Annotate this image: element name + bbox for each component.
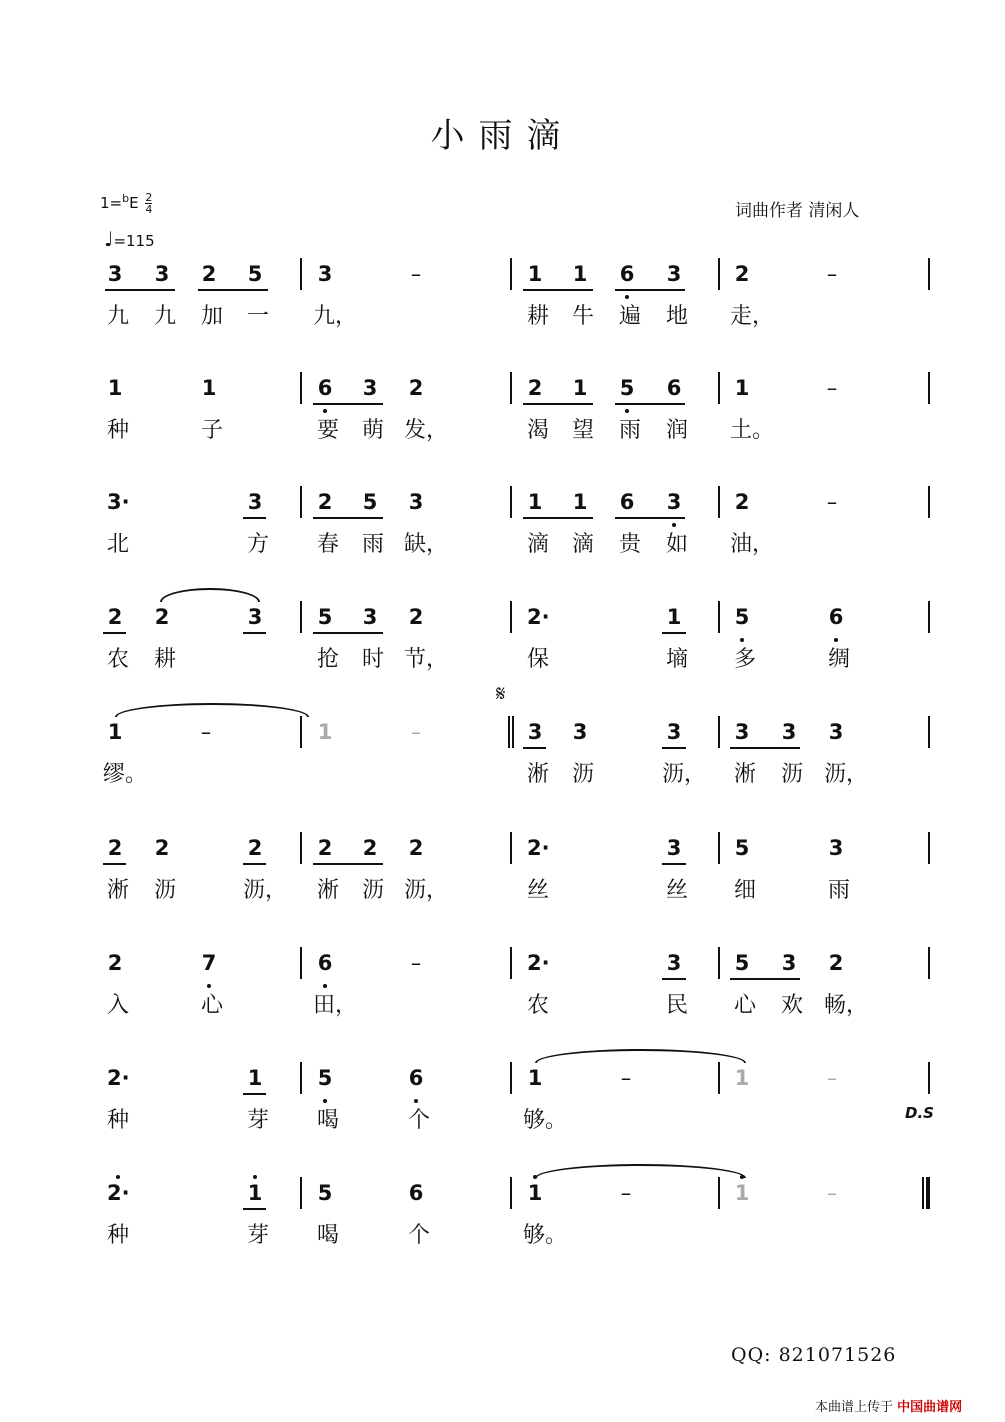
lyric-syllable: 发， xyxy=(404,418,449,443)
barline xyxy=(510,486,512,518)
score-note: 3 xyxy=(408,490,424,514)
octave-dot-below xyxy=(323,1099,327,1103)
lyric-syllable: 种 xyxy=(106,1108,129,1133)
tie-slur xyxy=(535,1049,746,1063)
page-title: 小雨滴 xyxy=(430,116,575,156)
lyric-syllable: 淅 xyxy=(526,762,549,787)
barline xyxy=(510,1062,512,1094)
barline xyxy=(718,947,720,979)
tie-slur xyxy=(115,703,309,717)
lyric-syllable: 个 xyxy=(407,1108,430,1133)
lyric-syllable: 时 xyxy=(361,647,384,672)
score-note: 1 xyxy=(527,262,543,286)
lyric-syllable: 油， xyxy=(730,532,775,557)
lyric-syllable: 保 xyxy=(526,647,549,672)
beam-underline xyxy=(523,747,546,749)
score-note: 3 xyxy=(527,720,543,744)
barline xyxy=(510,601,512,633)
barline xyxy=(510,1177,512,1209)
score-note: 2 xyxy=(154,605,170,629)
repeat-barline xyxy=(508,716,514,748)
barline xyxy=(928,716,930,748)
key-signature xyxy=(100,192,152,215)
lyric-syllable: 田， xyxy=(313,993,358,1018)
lyric-syllable: 节， xyxy=(404,647,449,672)
beam-underline xyxy=(198,289,268,291)
score-note: 2· xyxy=(527,605,550,629)
barline xyxy=(300,258,302,290)
time-numerator: 2 xyxy=(145,191,153,204)
lyric-syllable: 地 xyxy=(665,304,688,329)
beam-underline xyxy=(523,403,593,405)
lyric-syllable: 心 xyxy=(733,993,756,1018)
octave-dot-below xyxy=(414,1099,418,1103)
lyric-syllable: 如 xyxy=(665,532,688,557)
score-note: 3 xyxy=(362,605,378,629)
lyric-syllable: 滴 xyxy=(526,532,549,557)
sustain-dash: – xyxy=(826,1066,838,1090)
score-note: 7 xyxy=(201,951,217,975)
score-note: 2 xyxy=(734,490,750,514)
score-note: 5 xyxy=(734,605,750,629)
score-note: 5 xyxy=(362,490,378,514)
score-note: 6 xyxy=(666,376,682,400)
lyric-syllable: 缺， xyxy=(404,532,449,557)
lyric-syllable: 滴 xyxy=(571,532,594,557)
score-note: 3 xyxy=(107,262,123,286)
score-note: 3 xyxy=(781,951,797,975)
score-note: 6 xyxy=(619,262,635,286)
beam-underline xyxy=(313,517,383,519)
score-note: 1 xyxy=(572,490,588,514)
score-note: 1 xyxy=(734,1181,750,1205)
lyric-syllable: 淅 xyxy=(106,878,129,903)
tie-slur xyxy=(535,1164,746,1178)
score-note: 1 xyxy=(527,490,543,514)
footer-credit xyxy=(815,1396,962,1415)
score-note: 2 xyxy=(247,836,263,860)
octave-dot-below xyxy=(207,984,211,988)
octave-dot-above xyxy=(253,1175,257,1179)
score-note: 2 xyxy=(527,376,543,400)
lyric-syllable: 沥 xyxy=(571,762,594,787)
score-note: 2 xyxy=(317,836,333,860)
score-note: 3 xyxy=(666,720,682,744)
lyric-syllable: 润 xyxy=(665,418,688,443)
time-signature xyxy=(145,192,152,215)
barline xyxy=(510,947,512,979)
lyric-syllable: 沥， xyxy=(662,762,707,787)
score-note: 3 xyxy=(666,490,682,514)
lyric-syllable: 春 xyxy=(316,532,339,557)
barline xyxy=(718,832,720,864)
score-note: 5 xyxy=(619,376,635,400)
score-note: 1 xyxy=(107,376,123,400)
beam-underline xyxy=(662,863,686,865)
lyric-syllable: 沥 xyxy=(780,762,803,787)
score-note: 5 xyxy=(317,1181,333,1205)
score-note: 2 xyxy=(408,376,424,400)
lyric-syllable: 走， xyxy=(730,304,775,329)
dal-segno-marking: D.S xyxy=(905,1104,934,1122)
lyric-syllable: 喝 xyxy=(316,1108,339,1133)
tempo-marking xyxy=(104,227,155,251)
beam-underline xyxy=(523,517,593,519)
score-note: 3 xyxy=(362,376,378,400)
score-note: 1 xyxy=(247,1181,263,1205)
lyric-syllable: 绸 xyxy=(827,647,850,672)
score-note: 6 xyxy=(619,490,635,514)
barline xyxy=(928,486,930,518)
lyric-syllable: 喝 xyxy=(316,1223,339,1248)
score-note: 2 xyxy=(734,262,750,286)
barline xyxy=(928,947,930,979)
score-note: 2 xyxy=(408,605,424,629)
score-note: 3 xyxy=(572,720,588,744)
score-note: 3 xyxy=(666,262,682,286)
sustain-dash: – xyxy=(410,720,422,744)
score-note: 3 xyxy=(666,951,682,975)
score-note: 3 xyxy=(781,720,797,744)
lyric-syllable: 沥 xyxy=(361,878,384,903)
barline xyxy=(718,372,720,404)
barline xyxy=(300,947,302,979)
sustain-dash: – xyxy=(200,720,212,744)
score-note: 6 xyxy=(408,1066,424,1090)
lyric-syllable: 淅 xyxy=(316,878,339,903)
composer-credit: 词曲作者 清闲人 xyxy=(735,201,860,221)
lyric-syllable: 欢 xyxy=(780,993,803,1018)
lyric-syllable: 渴 xyxy=(526,418,549,443)
footer-text: 本曲谱上传于 xyxy=(815,1400,894,1415)
lyric-syllable: 个 xyxy=(407,1223,430,1248)
beam-underline xyxy=(523,289,593,291)
lyric-syllable: 望 xyxy=(571,418,594,443)
beam-underline xyxy=(313,863,383,865)
key-prefix: 1= xyxy=(100,194,123,212)
score-note: 5 xyxy=(247,262,263,286)
score-note: 6 xyxy=(317,951,333,975)
beam-underline xyxy=(243,1208,266,1210)
lyric-syllable: 沥， xyxy=(243,878,288,903)
lyric-syllable: 沥， xyxy=(824,762,869,787)
lyric-syllable: 沥， xyxy=(404,878,449,903)
score-note: 3· xyxy=(107,490,130,514)
score-note: 5 xyxy=(317,605,333,629)
beam-underline xyxy=(313,632,383,634)
lyric-syllable: 多 xyxy=(733,647,756,672)
score-note: 6 xyxy=(317,376,333,400)
tempo-value: =115 xyxy=(113,232,155,250)
score-note: 1 xyxy=(317,720,333,744)
sustain-dash: – xyxy=(620,1066,632,1090)
score-note: 1 xyxy=(247,1066,263,1090)
score-note: 3 xyxy=(247,605,263,629)
beam-underline xyxy=(662,747,686,749)
beam-underline xyxy=(615,403,685,405)
lyric-syllable: 够。 xyxy=(523,1108,568,1133)
qq-contact: QQ: 821071526 xyxy=(731,1344,897,1366)
site-logo: 中国曲谱网 xyxy=(897,1400,963,1415)
beam-underline xyxy=(730,747,800,749)
barline xyxy=(300,716,302,748)
lyric-syllable: 丝 xyxy=(665,878,688,903)
score-note: 1 xyxy=(572,262,588,286)
barline xyxy=(928,601,930,633)
lyric-syllable: 细 xyxy=(733,878,756,903)
score-note: 5 xyxy=(317,1066,333,1090)
lyric-syllable: 北 xyxy=(106,532,129,557)
octave-dot-below xyxy=(625,295,629,299)
quarter-note-icon: ♩ xyxy=(104,227,114,251)
sustain-dash: – xyxy=(410,262,422,286)
score-note: 2 xyxy=(362,836,378,860)
score-note: 1 xyxy=(734,376,750,400)
score-note: 1 xyxy=(527,1066,543,1090)
score-note: 2 xyxy=(154,836,170,860)
beam-underline xyxy=(615,289,685,291)
lyric-syllable: 雨 xyxy=(827,878,850,903)
barline xyxy=(718,486,720,518)
score-note: 3 xyxy=(247,490,263,514)
barline xyxy=(300,601,302,633)
barline xyxy=(510,258,512,290)
lyric-syllable: 入 xyxy=(106,993,129,1018)
barline xyxy=(928,832,930,864)
score-note: 2· xyxy=(527,836,550,860)
score-note: 1 xyxy=(734,1066,750,1090)
lyric-syllable: 遍 xyxy=(618,304,641,329)
score-note: 2 xyxy=(107,836,123,860)
lyric-syllable: 够。 xyxy=(523,1223,568,1248)
beam-underline xyxy=(105,289,175,291)
barline xyxy=(510,372,512,404)
segno-icon: 𝄋 xyxy=(496,682,506,707)
beam-underline xyxy=(243,517,266,519)
lyric-syllable: 要 xyxy=(316,418,339,443)
lyric-syllable: 农 xyxy=(106,647,129,672)
octave-dot-below xyxy=(672,523,676,527)
lyric-syllable: 加 xyxy=(200,304,223,329)
lyric-syllable: 雨 xyxy=(618,418,641,443)
key-note: E xyxy=(129,194,139,212)
score-note: 6 xyxy=(408,1181,424,1205)
score-note: 1 xyxy=(666,605,682,629)
lyric-syllable: 淅 xyxy=(733,762,756,787)
lyric-syllable: 萌 xyxy=(361,418,384,443)
barline xyxy=(300,486,302,518)
beam-underline xyxy=(103,632,126,634)
score-note: 2· xyxy=(527,951,550,975)
score-note: 2 xyxy=(408,836,424,860)
barline xyxy=(928,258,930,290)
sustain-dash: – xyxy=(620,1181,632,1205)
score-note: 3 xyxy=(154,262,170,286)
lyric-syllable: 丝 xyxy=(526,878,549,903)
score-note: 1 xyxy=(572,376,588,400)
score-note: 2· xyxy=(107,1181,130,1205)
sustain-dash: – xyxy=(826,490,838,514)
barline xyxy=(300,372,302,404)
beam-underline xyxy=(243,863,266,865)
lyric-syllable: 种 xyxy=(106,1223,129,1248)
barline xyxy=(510,832,512,864)
lyric-syllable: 九 xyxy=(106,304,129,329)
octave-dot-below xyxy=(834,638,838,642)
beam-underline xyxy=(662,978,686,980)
lyric-syllable: 芽 xyxy=(246,1223,269,1248)
octave-dot-below xyxy=(323,984,327,988)
octave-dot-above xyxy=(116,1175,120,1179)
lyric-syllable: 民 xyxy=(665,993,688,1018)
lyric-syllable: 子 xyxy=(200,418,223,443)
lyric-syllable: 贵 xyxy=(618,532,641,557)
score-note: 5 xyxy=(734,836,750,860)
score-note: 2 xyxy=(107,951,123,975)
time-denominator: 4 xyxy=(145,203,153,216)
sustain-dash: – xyxy=(410,951,422,975)
lyric-syllable: 芽 xyxy=(246,1108,269,1133)
tie-slur xyxy=(160,588,260,602)
score-note: 3 xyxy=(317,262,333,286)
final-barline xyxy=(922,1177,930,1209)
score-note: 2 xyxy=(201,262,217,286)
lyric-syllable: 耕 xyxy=(153,647,176,672)
lyric-syllable: 一 xyxy=(246,304,269,329)
score-note: 2 xyxy=(317,490,333,514)
barline xyxy=(928,372,930,404)
score-note: 2 xyxy=(828,951,844,975)
barline xyxy=(718,1177,720,1209)
score-note: 2· xyxy=(107,1066,130,1090)
flat-sign: b xyxy=(122,192,130,205)
score-note: 1 xyxy=(527,1181,543,1205)
lyric-syllable: 牛 xyxy=(571,304,594,329)
octave-dot-below xyxy=(740,638,744,642)
lyric-syllable: 方 xyxy=(246,532,269,557)
lyric-syllable: 沥 xyxy=(153,878,176,903)
score-note: 3 xyxy=(828,836,844,860)
score-note: 2 xyxy=(107,605,123,629)
sustain-dash: – xyxy=(826,262,838,286)
score-note: 1 xyxy=(107,720,123,744)
lyric-syllable: 畅， xyxy=(824,993,869,1018)
barline xyxy=(718,258,720,290)
lyric-syllable: 雨 xyxy=(361,532,384,557)
score-note: 3 xyxy=(666,836,682,860)
lyric-syllable: 九 xyxy=(153,304,176,329)
barline xyxy=(300,1062,302,1094)
score-note: 3 xyxy=(828,720,844,744)
beam-underline xyxy=(313,403,383,405)
lyric-syllable: 种 xyxy=(106,418,129,443)
sustain-dash: – xyxy=(826,376,838,400)
lyric-syllable: 抢 xyxy=(316,647,339,672)
beam-underline xyxy=(730,978,800,980)
sustain-dash: – xyxy=(826,1181,838,1205)
barline xyxy=(300,832,302,864)
barline xyxy=(928,1062,930,1094)
lyric-syllable: 墒 xyxy=(665,647,688,672)
barline xyxy=(300,1177,302,1209)
lyric-syllable: 九， xyxy=(313,304,358,329)
beam-underline xyxy=(615,517,685,519)
lyric-syllable: 缪。 xyxy=(103,762,148,787)
beam-underline xyxy=(103,863,126,865)
beam-underline xyxy=(243,632,266,634)
octave-dot-below xyxy=(323,409,327,413)
barline xyxy=(718,1062,720,1094)
barline xyxy=(718,716,720,748)
beam-underline xyxy=(243,1093,266,1095)
score-note: 5 xyxy=(734,951,750,975)
lyric-syllable: 耕 xyxy=(526,304,549,329)
octave-dot-below xyxy=(625,409,629,413)
beam-underline xyxy=(662,632,686,634)
score-note: 6 xyxy=(828,605,844,629)
lyric-syllable: 农 xyxy=(526,993,549,1018)
lyric-syllable: 心 xyxy=(200,993,223,1018)
score-note: 1 xyxy=(201,376,217,400)
barline xyxy=(718,601,720,633)
lyric-syllable: 土。 xyxy=(730,418,775,443)
score-note: 3 xyxy=(734,720,750,744)
